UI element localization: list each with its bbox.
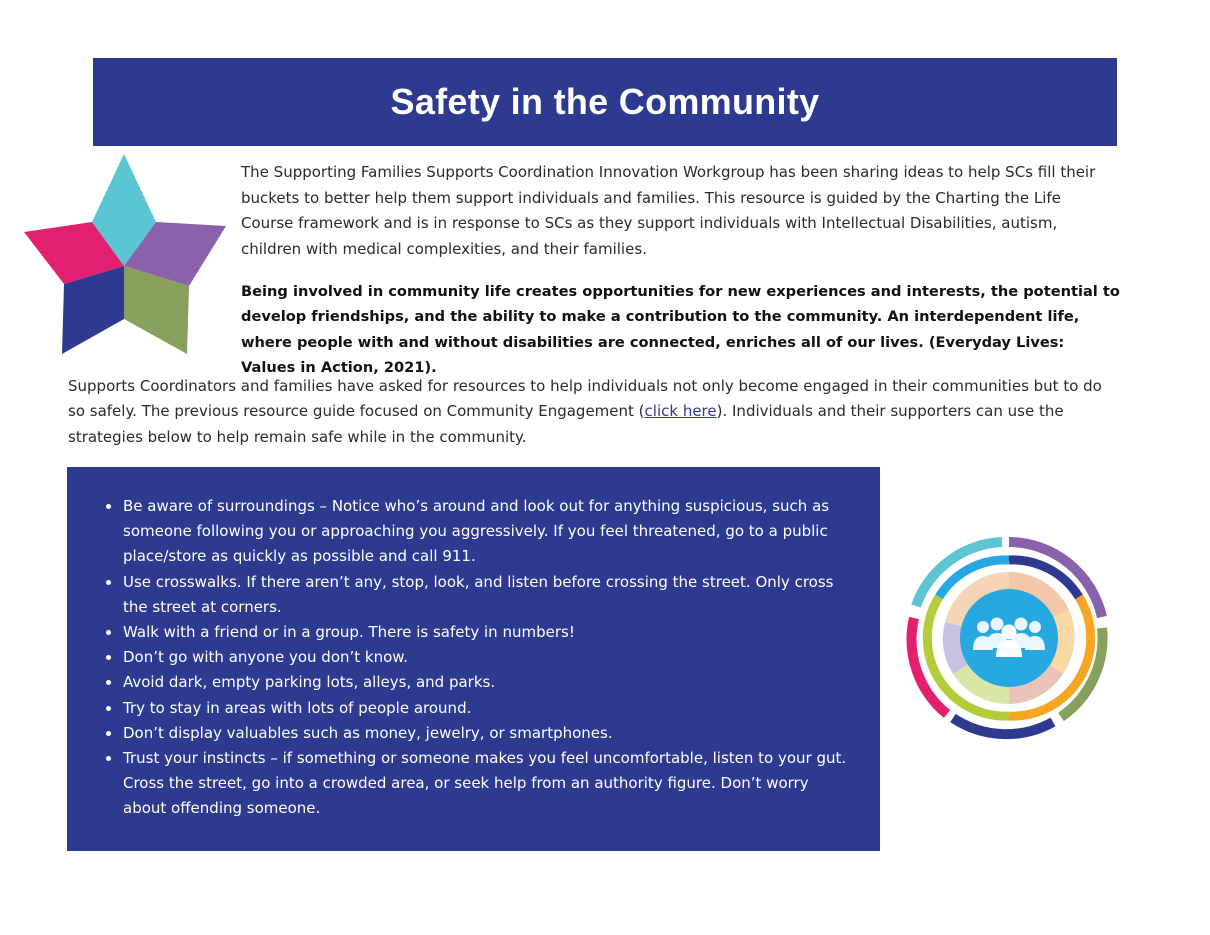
community-wheel-icon [903,532,1115,744]
safety-tips-list [123,494,853,822]
resources-paragraph [68,374,1123,450]
list-item: Walk with a friend or in a group. There is safety in numbers! [123,620,853,645]
list-item: Use crosswalks. If there aren’t any, stop, look, and listen before crossing the street. Only cross the street at corners. [123,570,853,620]
values-quote: Being involved in community life creates opportunities for new experiences and interests, the potential to develop friendships, and the ability to make a contribution to the community. An interdependent life, where people with and without disabilities are connected, enriches all of our lives. (Everyday Lives: Values in Action, 2021). [241,283,1120,377]
intro-paragraph: The Supporting Families Supports Coordination Innovation Workgroup has been sharing ideas to help SCs fill their buckets to better help them support individuals and families. This resource is guided by the Charting the Life Course framework and is in response to SCs as they support individuals with Intellectual Disabilities, autism, children with medical complexities, and their families. [241,163,1096,259]
list-item: Trust your instincts – if something or someone makes you feel uncomfortable, listen to your gut. Cross the street, go into a crowded area, or seek help from an authority figure. Don’t worry about offending someone. [123,746,853,822]
list-item: Be aware of surroundings – Notice who’s around and look out for anything suspicious, such as someone following you or approaching you aggressively. If you feel threatened, go to a public place/store as quickly as possible and call 911. [123,494,853,570]
resources-paragraph-text-end: ). Individuals and their supporters can use the strategies below to help remain safe while in the community. [68,402,1064,446]
list-item: Try to stay in areas with lots of people around. [123,696,853,721]
click-here-link[interactable]: click here [644,402,717,421]
list-item: Don’t display valuables such as money, jewelry, or smartphones. [123,721,853,746]
safety-tips-box [67,467,880,851]
resources-paragraph-text-start: Supports Coordinators and families have asked for resources to help individuals not only become engaged in their communities but to do so safely. The previous resource guide focused on Community Engagement ( [68,377,1102,421]
list-item: Avoid dark, empty parking lots, alleys, and parks. [123,670,853,695]
page-title: Safety in the Community [390,81,820,122]
title-banner [93,58,1117,146]
list-item: Don’t go with anyone you don’t know. [123,645,853,670]
charting-life-course-star-icon [24,154,226,356]
